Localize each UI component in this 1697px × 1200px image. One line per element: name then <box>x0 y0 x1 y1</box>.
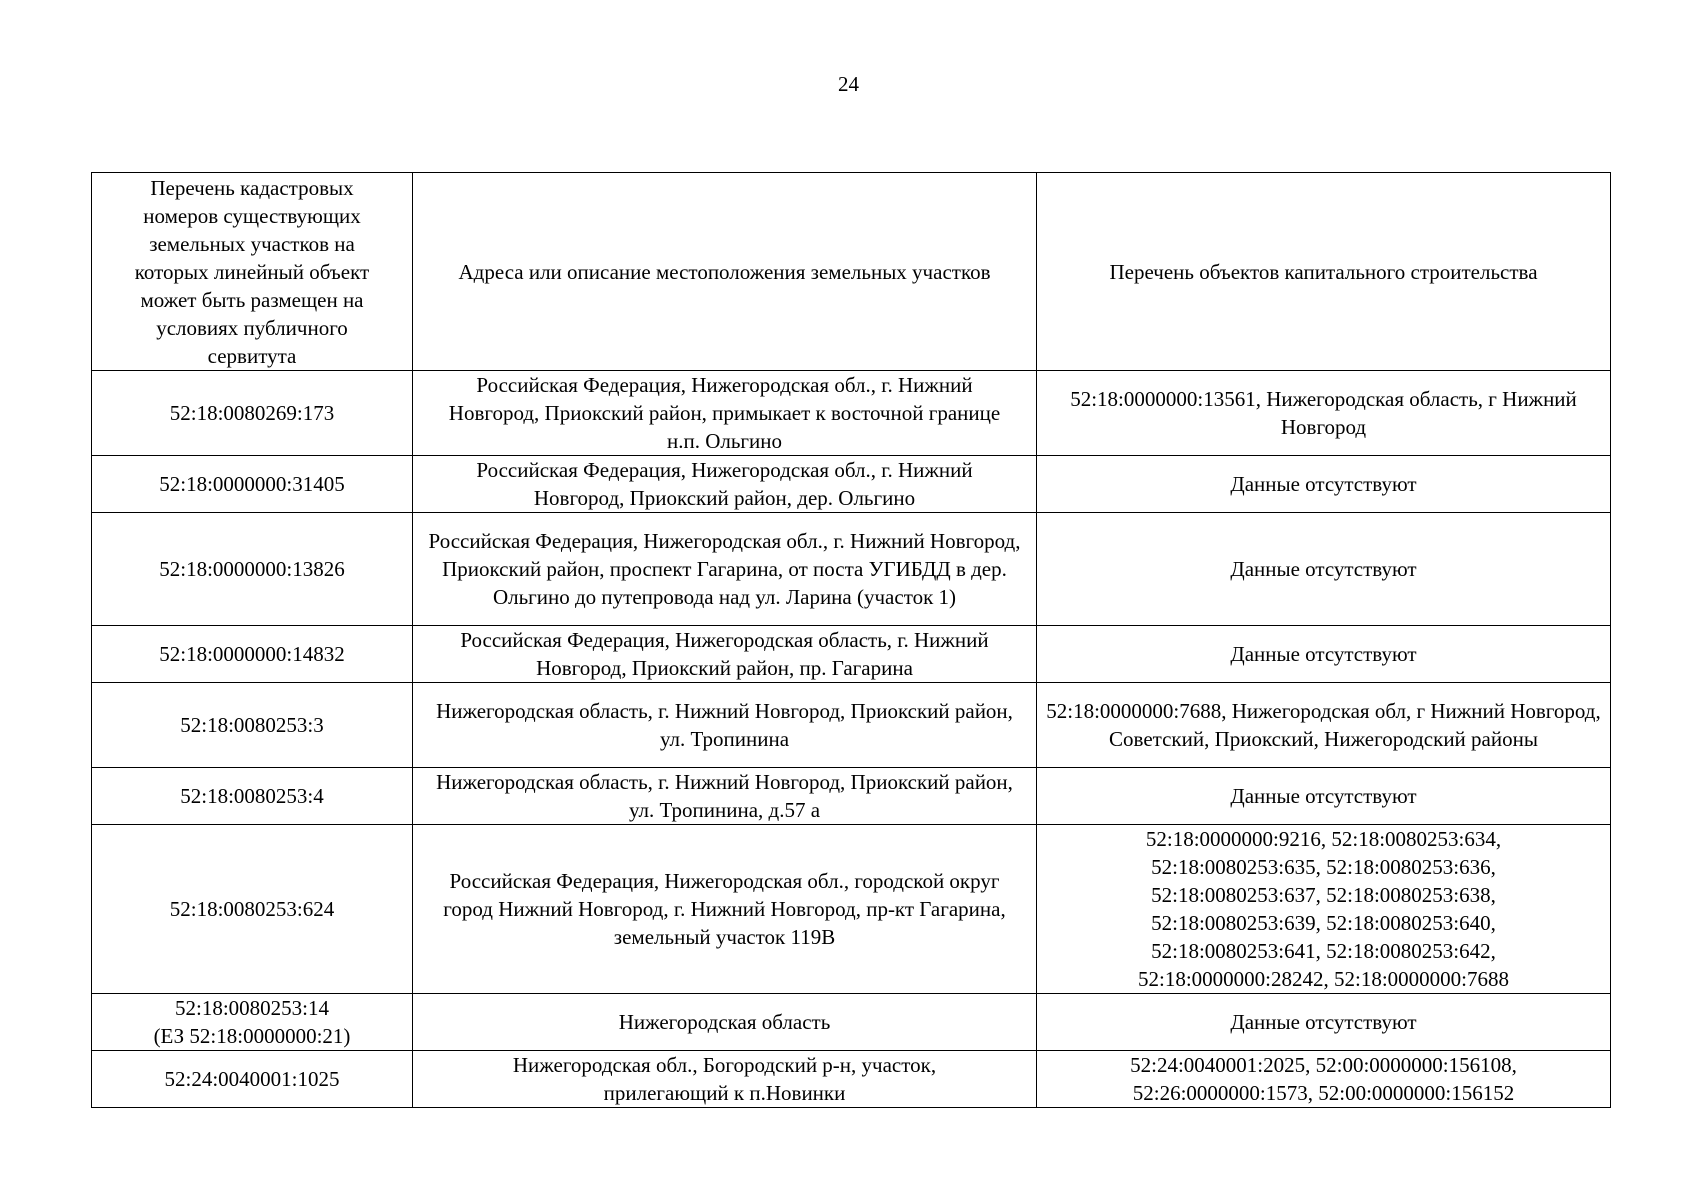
table-row <box>92 683 1611 768</box>
header-capital-objects <box>1037 173 1611 371</box>
address-text: Нижегородская обл., Богородский р-н, участок, прилегающий к п.Новинки <box>512 1053 937 1105</box>
cadastral-number: 52:18:0080253:3 <box>180 713 324 737</box>
address-cell <box>413 513 1037 626</box>
cadastral-cell <box>92 456 413 513</box>
address-cell <box>413 994 1037 1051</box>
table-row <box>92 768 1611 825</box>
address-text: Нижегородская область, г. Нижний Новгород, Приокский район, ул. Тропинина <box>436 699 1013 751</box>
header-text: Перечень объектов капитального строительства <box>1109 259 1538 284</box>
objects-cell <box>1037 825 1611 994</box>
table-row <box>92 994 1611 1051</box>
cadastral-cell <box>92 513 413 626</box>
objects-line: 52:26:0000000:1573, 52:00:0000000:156152 <box>1132 1081 1515 1105</box>
address-text: Российская Федерация, Нижегородская обл., г. Нижний Новгород, Приокский район, дер. Ольгино <box>476 458 973 510</box>
cadastral-number: 52:18:0000000:14832 <box>159 642 345 666</box>
objects-text: Данные отсутствуют <box>1230 1010 1417 1034</box>
address-cell <box>413 626 1037 683</box>
address-cell <box>413 768 1037 825</box>
address-cell <box>413 371 1037 456</box>
objects-text: 52:18:0000000:7688, Нижегородская обл, г Нижний Новгород, Советский, Приокский, Нижегородский районы <box>1046 699 1601 751</box>
address-text: Нижегородская область <box>618 1010 831 1034</box>
objects-text: 52:18:0000000:13561, Нижегородская область, г Нижний Новгород <box>1070 387 1577 439</box>
objects-line: 52:18:0000000:28242, 52:18:0000000:7688 <box>1137 967 1509 991</box>
cadastral-number: 52:18:0000000:13826 <box>159 557 345 581</box>
objects-cell <box>1037 626 1611 683</box>
objects-cell <box>1037 683 1611 768</box>
header-text: Адреса или описание местоположения земельных участков <box>458 259 991 284</box>
objects-text: Данные отсутствуют <box>1230 784 1417 808</box>
table-row <box>92 456 1611 513</box>
objects-cell <box>1037 768 1611 825</box>
cadastral-cell <box>92 371 413 456</box>
cadastral-note: (ЕЗ 52:18:0000000:21) <box>153 1024 351 1048</box>
address-cell <box>413 1051 1037 1108</box>
header-cadastral-numbers <box>92 173 413 371</box>
objects-text: Данные отсутствуют <box>1230 472 1417 496</box>
cadastral-number: 52:18:0000000:31405 <box>159 472 345 496</box>
address-text: Российская Федерация, Нижегородская область, г. Нижний Новгород, Приокский район, пр. Гагарина <box>460 628 989 680</box>
address-text: Российская Федерация, Нижегородская обл., городской округ город Нижний Новгород, г. Нижний Новгород, пр-кт Гагарина, земельный участок 119В <box>443 869 1006 949</box>
cadastral-number: 52:18:0080253:4 <box>180 784 324 808</box>
header-addresses <box>413 173 1037 371</box>
objects-line: 52:18:0080253:635, 52:18:0080253:636, <box>1151 855 1496 879</box>
page-number: 24 <box>838 72 859 96</box>
objects-line: 52:18:0080253:637, 52:18:0080253:638, <box>1151 883 1496 907</box>
objects-line: 52:24:0040001:2025, 52:00:0000000:156108, <box>1130 1053 1517 1077</box>
table-row <box>92 825 1611 994</box>
header-text: Перечень кадастровых номеров существующих земельных участков на которых линейный объект может быть размещен на условиях публичного сервитута <box>134 175 370 368</box>
objects-line: 52:18:0000000:9216, 52:18:0080253:634, <box>1145 827 1502 851</box>
cadastral-cell <box>92 1051 413 1108</box>
cadastral-cell <box>92 994 413 1051</box>
cadastral-number: 52:24:0040001:1025 <box>164 1067 340 1091</box>
cadastral-number: 52:18:0080253:624 <box>169 897 335 921</box>
objects-cell <box>1037 456 1611 513</box>
address-text: Российская Федерация, Нижегородская обл., г. Нижний Новгород, Приокский район, проспект Гагарина, от поста УГИБДД в дер. Ольгино до путепровода над ул. Ларина (участок 1) <box>428 529 1021 609</box>
objects-line: 52:18:0080253:639, 52:18:0080253:640, <box>1151 911 1496 935</box>
objects-cell <box>1037 994 1611 1051</box>
address-cell <box>413 456 1037 513</box>
cadastral-cell <box>92 768 413 825</box>
table-row <box>92 626 1611 683</box>
table-header-row <box>92 173 1611 371</box>
cadastral-number: 52:18:0080269:173 <box>169 401 335 425</box>
table-row <box>92 513 1611 626</box>
table-row <box>92 1051 1611 1108</box>
objects-cell <box>1037 1051 1611 1108</box>
data-table <box>91 172 1611 1108</box>
objects-text: Данные отсутствуют <box>1230 557 1417 581</box>
objects-line: 52:18:0080253:641, 52:18:0080253:642, <box>1151 939 1496 963</box>
address-cell <box>413 825 1037 994</box>
address-cell <box>413 683 1037 768</box>
address-text: Нижегородская область, г. Нижний Новгород, Приокский район, ул. Тропинина, д.57 а <box>436 770 1013 822</box>
table-row <box>92 371 1611 456</box>
cadastral-cell <box>92 683 413 768</box>
objects-text: Данные отсутствуют <box>1230 642 1417 666</box>
cadastral-cell <box>92 626 413 683</box>
objects-cell <box>1037 513 1611 626</box>
address-text: Российская Федерация, Нижегородская обл., г. Нижний Новгород, Приокский район, примыкает к восточной границе н.п. Ольгино <box>448 373 1001 453</box>
cadastral-cell <box>92 825 413 994</box>
cadastral-number: 52:18:0080253:14 <box>174 996 329 1020</box>
objects-cell <box>1037 371 1611 456</box>
